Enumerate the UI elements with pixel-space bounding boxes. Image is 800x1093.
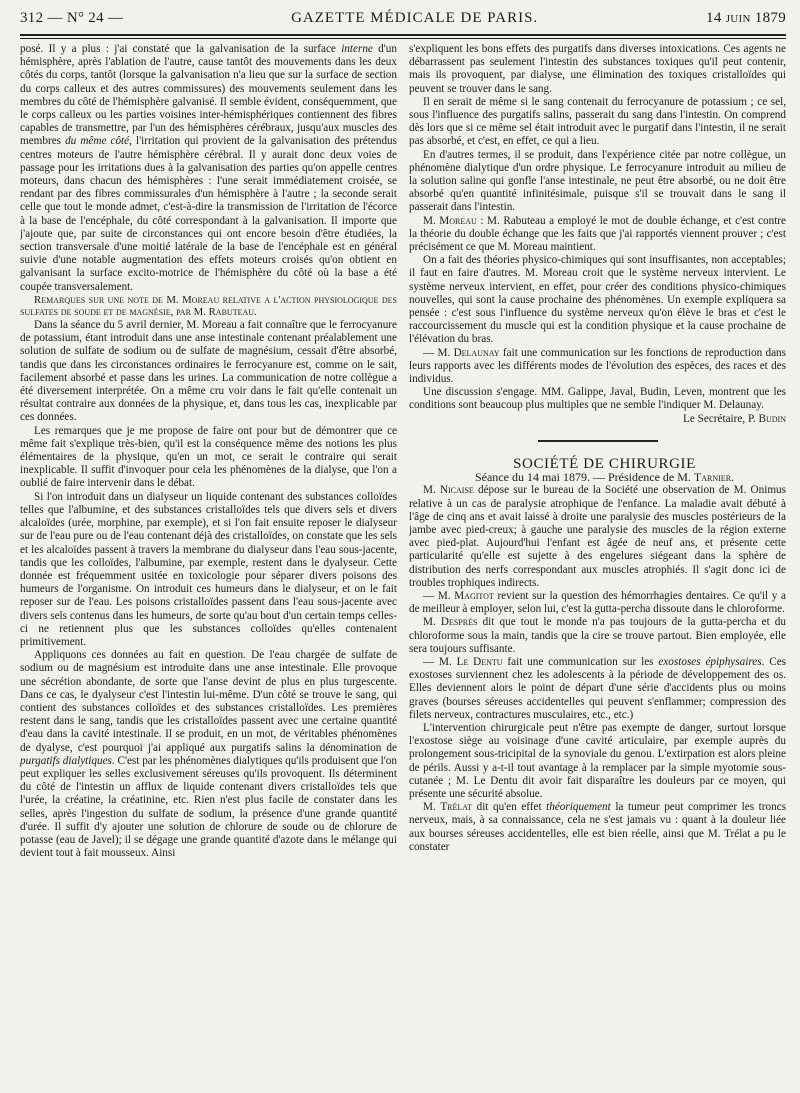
paragraph-moreau: M. Moreau : M. Rabuteau a employé le mot de double échange, et c'est contre la théorie du double échange que les faits que j'ai rapportés viennent prouver ; c'est précisément ce que M. Moreau maintient.: [409, 214, 786, 254]
right-column: [409, 43, 786, 1093]
session-line: Séance du 14 mai 1879. — Présidence de M. Tarnier.: [474, 470, 735, 485]
date-year: 1879: [754, 10, 786, 26]
date-month: juin: [725, 10, 751, 26]
paragraph-remarques: Les remarques que je me propose de faire ont pour but de démontrer que ce même fait s'explique très-bien, qu'il est la conséquence même des notions les plus élémentaires de la physique, qu'en un mot, ce serait le contraire qui serait inexplicable. Il suffit d'invoquer pour cela les phénomènes de la dialyse, que l'on a oublié de faire intervenir dans le débat.: [20, 424, 397, 490]
paragraph-seance: Dans la séance du 5 avril dernier, M. Moreau a fait connaître que le ferrocyanure de potassium, étant introduit dans une anse intestinale contenant préalablement une solution de sulfate de sodium ou de sulfate de magnésium, cessait d'être absorbé, tandis que dans les circonstances ordinaires le ferrocyanure est, comme on le sait, facilement absorbé et passe dans les urines. La communication de notre collègue a été diversement interprétée. On a même cru voir dans le fait qu'elle contenait un résultat contraire aux données de la physique, et, dans tous les cas, inexplicable par ces données.: [20, 319, 397, 424]
paragraph-dialyseur: Si l'on introduit dans un dialyseur un liquide contenant des substances colloïdes telles que l'albumine, et des substances cristalloïdes tels que divers sels et divers alcaloïdes (urée, morphine, par exemple), et si l'on fait ensuite reposer le dialyseur sur de l'eau pure ou de l'eau contenant déjà des cristalloïdes, on constate que les sels et les alcaloïdes passent à travers la membrane du dialyseur dans l'eau sous-jacente, tandis que les colloïdes, l'albumine, par exemple, restent dans le dyalyseur. Cette donnée est fréquemment usitée en toxicologie pour séparer divers poisons des humeurs de l'organisme. On introduit ces humeurs dans le dialyseur, et on le fait reposer sur de l'eau. Les poisons cristalloïdes passent dans l'eau sous-jacente avec divers sels contenus dans les humeurs, de sorte qu'au bout d'un certain temps celles-ci ne retiennent plus que les substances colloïdes qu'elles contenaient primitivement.: [20, 490, 397, 648]
issue-number: — N° 24 —: [47, 10, 124, 26]
header-left: [20, 10, 123, 27]
article-heading: Remarques sur une note de M. Moreau relative a l'action physiologique des sulfates de soude et de magnésie, par M. Rabuteau.: [20, 293, 397, 319]
header-rule: [20, 34, 786, 39]
section-divider: [538, 440, 658, 442]
left-column: [20, 43, 397, 1093]
journal-title: GAZETTE MÉDICALE DE PARIS.: [291, 10, 539, 26]
paragraph-nicaise: M. Nicaise dépose sur le bureau de la Société une observation de M. Onimus relative à un cas de paralysie atrophique de l'enfance. La maladie avait débuté à l'âge de cinq ans et avait laissé à droite une paralysie des muscles postérieurs de la jambe avec pied-creux; à gauche une paralysie des muscles de la région externe avec pied-plat. Aujourd'hui l'enfant est âgée de neuf ans, et présente cette particularité qu'elle est sujette à des engelures siégeant dans la sphère de distribution des nerfs correspondant aux muscles atrophiés. Il s'agit donc ici de troubles trophiques indirects.: [409, 484, 786, 589]
paragraph-intoxications: s'expliquent les bons effets des purgatifs dans diverses intoxications. Ces agents ne débarrassent pas seulement l'intestin des substances toxiques qu'il peut contenir, mais ils provoquent, par dialyse, une élimination des toxiques cristalloïdes qui peuvent se trouver dans le sang.: [409, 43, 786, 95]
paragraph-galvanisation: posé. Il y a plus : j'ai constaté que la galvanisation de la surface interne d'un hémisphère, après l'ablation de l'autre, cause tantôt des mouvements dans les deux côtés du corps, tantôt (lorsque la galvanisation n'a lieu que sur la surface de section du corps calleux et des autres commissures) des mouvements seulement dans les membres du côté de l'hémisphère galvanisé. Il semble évident, conséquemment, que le corps calleux ou les parties voisines inter-hémisphériques contiennent des fibres capables de transmettre, par l'un des hémisphères cérébraux, jusqu'aux muscles des membres du même côté, l'irritation qui provient de la galvanisation des prétendus centres moteurs de l'autre hémisphère cérébral. Il y aurait donc deux voies de passage pour les irritations dues à la galvanisation des parties qu'on appelle centres moteurs, dans chacun des hémisphères : l'une serait immédiatement croisée, se rendant par des fibres commissurales d'un hémisphère à l'autre ; la seconde serait celle que tout le monde admet, c'est-à-dire la transmission de l'irritation de l'écorce à la base de l'encéphale, du côté correspondant à la galvanisation. Il importe que j'ajoute que, par suite de circonstances qui ont encore besoin d'être étudiées, la section transversale d'une moitié latérale de la base de l'encéphale est en général suivie d'une notable augmentation des effets moteurs croisés qu'on obtient en galvanisant la surface excito-motrice de l'hémisphère du côté où la base a été coupée transversalement.: [20, 43, 397, 293]
secretary-signature: Le Secrétaire, P. Budin: [683, 412, 786, 425]
issue-date: [706, 10, 786, 27]
paragraph-delaunay: — M. Delaunay fait une communication sur les fonctions de reproduction dans leurs rapports avec les différents modes de l'évolution des espèces, des races et des individus.: [409, 346, 786, 386]
paragraph-le-dentu: — M. Le Dentu fait une communication sur les exostoses épiphysaires. Ces exostoses surviennent chez les adolescents à la période de développement des os. Elles deviennent alors le point de départ d'une série d'accidents plus ou moins graves (bourses séreuses accidentelles qui peuvent s'enflammer; compression des filets nerveux, contractures musculaires, etc., etc.): [409, 655, 786, 721]
paragraph-ferrocyanure: Il en serait de même si le sang contenait du ferrocyanure de potassium ; ce sel, sous l'influence des purgatifs salins, passerait du sang dans l'intestin. On comprend dès lors que si ce même sel était introduit avec le purgatif dans l'intestin, il ne serait pas absorbé, et c'est, en effet, ce qui a lieu.: [409, 95, 786, 148]
two-column-body: [20, 43, 786, 1093]
paragraph-appliquons: Appliquons ces données au fait en question. De l'eau chargée de sulfate de sodium ou de magnésium est introduite dans une anse intestinale. Elle provoque une sécrétion abondante, de sorte que l'anse devint de plus en plus turgescente. Dans ce cas, le dyalyseur c'est l'intestin lui-même. D'un côté se trouve le sang, qui contient des substances colloïdes et des substances cristalloïdes. Les premières restent dans le sang, tandis que les cristalloïdes passent avec une certaine quantité d'eau dans la cavité intestinale. Il se produit, en un mot, de véritables phénomènes de dyalyse, c'est pourquoi j'ai appliqué aux purgatifs salins la dénomination de purgatifs dialytiques. C'est par les phénomènes dialytiques qu'ils produisent que l'on peut expliquer les selles exclusivement séreuses qu'ils provoquent. Ils déterminent du côté de l'intestin un afflux de liquide contenant divers cristalloïdes tels que l'urée, la créatine, la créatinine, etc. Rien n'est plus facile de constater dans les selles, après l'ingestion du sulfate de sodium, la présence d'une grande quantité d'urée. Il suffit d'y ajouter une solution de chlorure de soude ou de chlorure de potasse (eau de Javel); il se dégage une grande quantité d'azote dans le mélange qui devient tout à fait mousseux. Ainsi: [20, 649, 397, 860]
paragraph-theories: On a fait des théories physico-chimiques qui sont insuffisantes, non acceptables; il faut en faire d'autres. M. Moreau croit que le système nerveux intervient. Le système nerveux intervient, en effet, pour créer des conditions physico-chimiques nouvelles, qui sont la cause prochaine des phénomènes. Un exemple expliquera sa pensée : c'est sous l'influence du système nerveux qu'on élève le bras et c'est le raccourcissement du muscle qui est la condition physique et la cause prochaine de l'élévation du bras.: [409, 254, 786, 346]
paragraph-despres: M. Després dit que tout le monde n'a pas toujours de la gutta-percha et du chloroforme sous la main, tandis que la cire se trouve partout. Bien employée, elle sera toujours suffisante.: [409, 616, 786, 655]
running-header: [20, 10, 786, 32]
page-number: 312: [20, 10, 44, 26]
paragraph-intervention: L'intervention chirurgicale peut n'être pas exempte de danger, surtout lorsque l'exostose siège au voisinage d'une cavité articulaire, par exemple auprès du prolongement sous-tricipital de la synoviale du genou. L'extirpation est alors pleine de périls. Aussi y a-t-il tout avantage à la remplacer par la simple myotomie sous-cutanée ; M. Le Dentu dit avoir fait disparaître les douleurs par ce moyen, qui présente une sécurité absolue.: [409, 721, 786, 800]
society-title: SOCIÉTÉ DE CHIRURGIE: [513, 455, 696, 472]
date-day: 14: [706, 10, 722, 26]
paragraph-discussion: Une discussion s'engage. MM. Galippe, Javal, Budin, Leven, montrent que les conditions sont beaucoup plus multiples que ne semble l'indiquer M. Delaunay.: [409, 386, 786, 412]
paragraph-trelat: M. Trélat dit qu'en effet théoriquement la tumeur peut comprimer les troncs nerveux, mais, à sa connaissance, cela ne s'est jamais vu : quant à la douleur liée aux bourses séreuses accidentelles, elle est bien réelle, ainsi que M. Trélat a pu le constater: [409, 801, 786, 853]
paragraph-magitot: — M. Magitot revient sur la question des hémorrhagies dentaires. Ce qu'il y a de meilleur à employer, selon lui, c'est la gutta-percha dissoute dans le chloroforme.: [409, 589, 786, 616]
paragraph-autres-termes: En d'autres termes, il se produit, dans l'expérience citée par notre collègue, un phénomène dialytique d'un ordre physique. Le ferrocyanure introduit au milieu de la solution saline qui gonfle l'anse intestinale, ne peut être absorbé, ou ne doit être absorbé qu'en quantité infinitésimale, puisque s'il se trouvait dans le sang il passerait dans l'intestin.: [409, 148, 786, 214]
